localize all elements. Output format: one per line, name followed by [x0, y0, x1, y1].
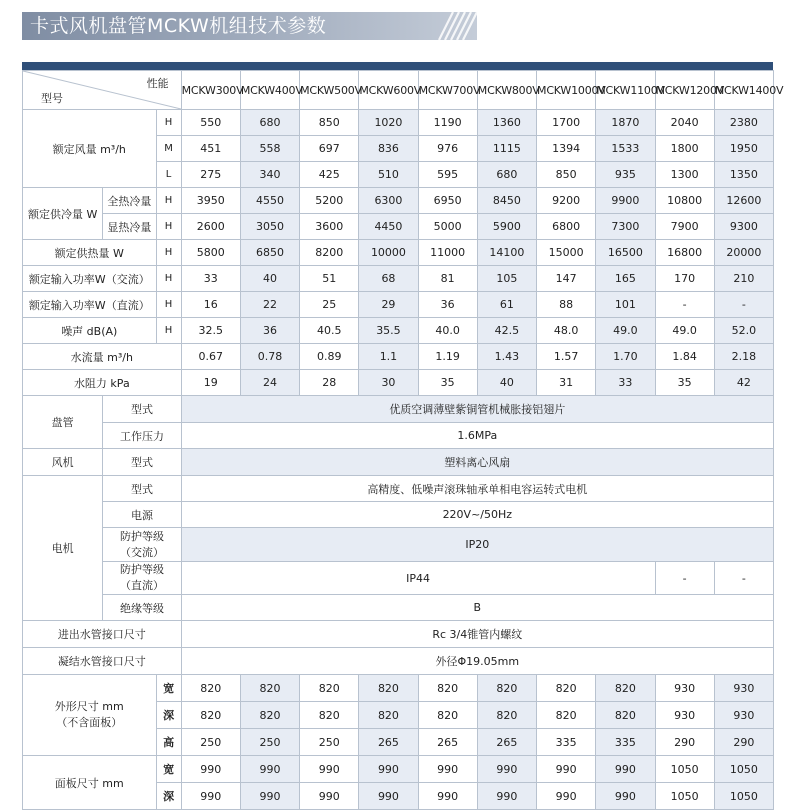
value-cell: 101 — [596, 292, 655, 318]
value-cell: 81 — [418, 266, 477, 292]
value-cell: 2.18 — [714, 344, 773, 370]
value-cell: 1950 — [714, 136, 773, 162]
value-cell: 1115 — [477, 136, 536, 162]
sub-label — [103, 562, 181, 595]
value-cell: 820 — [181, 702, 240, 729]
gear-cell: H — [156, 188, 181, 214]
value-cell: 820 — [596, 702, 655, 729]
row-label: 额定风量 m³/h — [23, 110, 157, 188]
value-cell: 451 — [181, 136, 240, 162]
value-cell: 1.70 — [596, 344, 655, 370]
drain-row — [23, 648, 774, 675]
value-cell: 595 — [418, 162, 477, 188]
page-title: 卡式风机盘管MCKW机组技术参数 — [30, 15, 327, 37]
value-cell: 2600 — [181, 214, 240, 240]
value-cell: 820 — [359, 702, 418, 729]
stripe-decoration — [431, 12, 477, 40]
value-cell: 15000 — [537, 240, 596, 266]
value-cell: 6950 — [418, 188, 477, 214]
value-cell: 36 — [240, 318, 299, 344]
value-cell: 14100 — [477, 240, 536, 266]
value-cell: 0.78 — [240, 344, 299, 370]
value-cell: 1190 — [418, 110, 477, 136]
value-cell: 9900 — [596, 188, 655, 214]
value-cell: 4450 — [359, 214, 418, 240]
value-cell: 7900 — [655, 214, 714, 240]
inlet-row — [23, 621, 774, 648]
value-cell: 990 — [537, 783, 596, 810]
motor-row — [23, 562, 774, 595]
value-cell: 88 — [537, 292, 596, 318]
value-cell: 40 — [477, 370, 536, 396]
model-header: MCKW700V — [418, 71, 477, 110]
sub-label: 工作压力 — [103, 423, 181, 449]
value-cell: 558 — [240, 136, 299, 162]
noise-row — [23, 318, 774, 344]
span-value: 优质空调薄壁紫铜管机械胀接铝翅片 — [181, 396, 773, 423]
sub-label: 电源 — [103, 502, 181, 528]
model-header: MCKW1400V — [714, 71, 773, 110]
sub-label: 深 — [156, 702, 181, 729]
sub-label: 型式 — [103, 476, 181, 502]
water_flow-row — [23, 344, 774, 370]
span-value: 塑料离心风扇 — [181, 449, 773, 476]
value-cell: 820 — [240, 675, 299, 702]
value-cell: 1.19 — [418, 344, 477, 370]
value-cell: 290 — [655, 729, 714, 756]
value-cell: 930 — [655, 675, 714, 702]
value-cell: 836 — [359, 136, 418, 162]
value-cell: 25 — [300, 292, 359, 318]
value-cell: 930 — [714, 675, 773, 702]
gear-cell: H — [156, 240, 181, 266]
value-cell: 30 — [359, 370, 418, 396]
row-label: 水阻力 kPa — [23, 370, 182, 396]
value-cell: 990 — [537, 756, 596, 783]
value-cell: 680 — [240, 110, 299, 136]
gear-cell: H — [156, 110, 181, 136]
row-label: 水流量 m³/h — [23, 344, 182, 370]
sub-label: 全热冷量 — [103, 188, 156, 214]
value-cell: 275 — [181, 162, 240, 188]
span-value: 1.6MPa — [181, 423, 773, 449]
value-cell: 1.84 — [655, 344, 714, 370]
value-cell: 68 — [359, 266, 418, 292]
value-cell: 8450 — [477, 188, 536, 214]
value-cell: 1.1 — [359, 344, 418, 370]
value-cell: 8200 — [300, 240, 359, 266]
value-cell: 820 — [477, 675, 536, 702]
value-cell: - — [714, 562, 773, 595]
sub-label: 深 — [156, 783, 181, 810]
ip-dc-label-line1: 防护等级 — [119, 563, 164, 576]
value-cell: 31 — [537, 370, 596, 396]
value-cell: 820 — [181, 675, 240, 702]
span-value: IP20 — [181, 528, 773, 562]
heating-row — [23, 240, 774, 266]
value-cell: 990 — [477, 756, 536, 783]
value-cell: 850 — [537, 162, 596, 188]
value-cell: 1020 — [359, 110, 418, 136]
value-cell: 52.0 — [714, 318, 773, 344]
row-label: 额定供冷量 W — [23, 188, 103, 240]
value-cell: 250 — [181, 729, 240, 756]
row-label: 凝结水管接口尺寸 — [23, 648, 182, 675]
row-label: 噪声 dB(A) — [23, 318, 157, 344]
value-cell: 6300 — [359, 188, 418, 214]
value-cell: 697 — [300, 136, 359, 162]
value-cell: 4550 — [240, 188, 299, 214]
row-label: 额定输入功率W（直流） — [23, 292, 157, 318]
value-cell: 990 — [596, 756, 655, 783]
value-cell: 1700 — [537, 110, 596, 136]
value-cell: 2380 — [714, 110, 773, 136]
value-cell: 820 — [300, 702, 359, 729]
model-header: MCKW500V — [300, 71, 359, 110]
value-cell: 48.0 — [537, 318, 596, 344]
motor-row — [23, 502, 774, 528]
value-cell: 61 — [477, 292, 536, 318]
value-cell: 28 — [300, 370, 359, 396]
value-cell: 820 — [359, 675, 418, 702]
value-cell: 2040 — [655, 110, 714, 136]
value-cell: 5000 — [418, 214, 477, 240]
value-cell: 820 — [537, 675, 596, 702]
value-cell: 35 — [418, 370, 477, 396]
value-cell: 147 — [537, 266, 596, 292]
value-cell: 1300 — [655, 162, 714, 188]
sub-label: 宽 — [156, 756, 181, 783]
perf-label: 性能 — [146, 77, 169, 90]
value-cell: 930 — [714, 702, 773, 729]
group-label: 盘管 — [23, 396, 103, 449]
sub-label: 宽 — [156, 675, 181, 702]
value-cell: - — [714, 292, 773, 318]
value-cell: 12600 — [714, 188, 773, 214]
value-cell: 49.0 — [655, 318, 714, 344]
value-cell: 265 — [359, 729, 418, 756]
value-cell: 105 — [477, 266, 536, 292]
value-cell: 1050 — [714, 756, 773, 783]
value-cell: 3950 — [181, 188, 240, 214]
model-header: MCKW400V — [240, 71, 299, 110]
value-cell: 990 — [359, 783, 418, 810]
value-cell: 5200 — [300, 188, 359, 214]
sub-label: 显热冷量 — [103, 214, 156, 240]
value-cell: 42 — [714, 370, 773, 396]
value-cell: 335 — [596, 729, 655, 756]
value-cell: 1050 — [714, 783, 773, 810]
value-cell: 990 — [359, 756, 418, 783]
value-cell: 35 — [655, 370, 714, 396]
spec-table — [22, 70, 784, 810]
value-cell: 976 — [418, 136, 477, 162]
value-cell: 33 — [181, 266, 240, 292]
gear-cell: H — [156, 318, 181, 344]
value-cell: 990 — [300, 756, 359, 783]
value-cell: 335 — [537, 729, 596, 756]
dims-label-line2: （不含面板） — [56, 716, 123, 729]
value-cell: 680 — [477, 162, 536, 188]
value-cell: 0.89 — [300, 344, 359, 370]
value-cell: 1394 — [537, 136, 596, 162]
model-header: MCKW300V — [181, 71, 240, 110]
value-cell: 820 — [240, 702, 299, 729]
power_dc-row — [23, 292, 774, 318]
row-label: 额定输入功率W（交流） — [23, 266, 157, 292]
value-cell: 935 — [596, 162, 655, 188]
value-cell: 40.5 — [300, 318, 359, 344]
sub-label: 高 — [156, 729, 181, 756]
value-cell: 5800 — [181, 240, 240, 266]
value-cell: - — [655, 292, 714, 318]
value-cell: 32.5 — [181, 318, 240, 344]
row-label: 面板尺寸 mm — [23, 756, 157, 810]
value-cell: 0.67 — [181, 344, 240, 370]
value-cell: 51 — [300, 266, 359, 292]
value-cell: 9300 — [714, 214, 773, 240]
value-cell: 40.0 — [418, 318, 477, 344]
ip-dc-label-line2: （直流） — [119, 579, 164, 592]
value-cell: 3600 — [300, 214, 359, 240]
value-cell: 49.0 — [596, 318, 655, 344]
motor-row — [23, 528, 774, 562]
row-label: 额定供热量 W — [23, 240, 157, 266]
span-value: 高精度、低噪声滚珠轴承单相电容运转式电机 — [181, 476, 773, 502]
value-cell: 36 — [418, 292, 477, 318]
value-cell: 930 — [655, 702, 714, 729]
dims-label-line1: 外形尺寸 mm — [54, 700, 124, 713]
model-header: MCKW1100V — [596, 71, 655, 110]
power_ac-row — [23, 266, 774, 292]
value-cell: 550 — [181, 110, 240, 136]
value-cell: 990 — [181, 783, 240, 810]
motor-row — [23, 476, 774, 502]
motor-row — [23, 595, 774, 621]
value-cell: 1050 — [655, 783, 714, 810]
sub-label: 型式 — [103, 449, 181, 476]
cooling-row — [23, 214, 774, 240]
value-cell: 6800 — [537, 214, 596, 240]
group-label: 电机 — [23, 476, 103, 621]
panel-row — [23, 756, 774, 783]
value-cell: 250 — [300, 729, 359, 756]
value-cell: 24 — [240, 370, 299, 396]
sub-label: 绝缘等级 — [103, 595, 181, 621]
table-top-bar — [22, 62, 773, 70]
value-cell: 10000 — [359, 240, 418, 266]
gear-cell: M — [156, 136, 181, 162]
value-cell: - — [655, 562, 714, 595]
value-cell: 1350 — [714, 162, 773, 188]
value-cell: 990 — [300, 783, 359, 810]
value-cell: 3050 — [240, 214, 299, 240]
value-cell: 33 — [596, 370, 655, 396]
value-cell: 16500 — [596, 240, 655, 266]
value-cell: 19 — [181, 370, 240, 396]
value-cell: 16 — [181, 292, 240, 318]
row-label — [23, 675, 157, 756]
value-cell: 5900 — [477, 214, 536, 240]
value-cell: 820 — [300, 675, 359, 702]
value-cell: 165 — [596, 266, 655, 292]
span-value: 外径Φ19.05mm — [181, 648, 773, 675]
value-cell: 290 — [714, 729, 773, 756]
value-cell: 16800 — [655, 240, 714, 266]
value-cell: 10800 — [655, 188, 714, 214]
value-cell: 990 — [240, 783, 299, 810]
value-cell: 990 — [418, 783, 477, 810]
value-cell: 1870 — [596, 110, 655, 136]
value-cell: 990 — [240, 756, 299, 783]
value-cell: 40 — [240, 266, 299, 292]
value-cell: 170 — [655, 266, 714, 292]
sub-label: 型式 — [103, 396, 181, 423]
value-cell: 510 — [359, 162, 418, 188]
airflow-row — [23, 110, 774, 136]
gear-cell: L — [156, 162, 181, 188]
header-corner — [23, 71, 182, 110]
value-cell: 820 — [537, 702, 596, 729]
sub-label — [103, 528, 181, 562]
value-cell: 6850 — [240, 240, 299, 266]
value-cell: 265 — [477, 729, 536, 756]
value-cell: 250 — [240, 729, 299, 756]
row-label: 进出水管接口尺寸 — [23, 621, 182, 648]
value-cell: 820 — [418, 675, 477, 702]
model-header: MCKW1200V — [655, 71, 714, 110]
title-banner — [22, 12, 477, 40]
value-cell: 990 — [418, 756, 477, 783]
value-cell: 29 — [359, 292, 418, 318]
model-header: MCKW1000V — [537, 71, 596, 110]
span-value: Rc 3/4锥管内螺纹 — [181, 621, 773, 648]
value-cell: 1.43 — [477, 344, 536, 370]
value-cell: 425 — [300, 162, 359, 188]
group-label: 风机 — [23, 449, 103, 476]
model-header: MCKW600V — [359, 71, 418, 110]
value-cell: 22 — [240, 292, 299, 318]
value-cell: 820 — [477, 702, 536, 729]
value-cell: 42.5 — [477, 318, 536, 344]
gear-cell: H — [156, 266, 181, 292]
model-header: MCKW800V — [477, 71, 536, 110]
value-cell: 210 — [714, 266, 773, 292]
value-cell: 1533 — [596, 136, 655, 162]
coil-row — [23, 423, 774, 449]
value-cell: 7300 — [596, 214, 655, 240]
value-cell: 20000 — [714, 240, 773, 266]
value-cell: 820 — [596, 675, 655, 702]
model-label: 型号 — [41, 92, 63, 105]
value-cell: 1800 — [655, 136, 714, 162]
value-cell: 850 — [300, 110, 359, 136]
value-cell: 990 — [181, 756, 240, 783]
value-cell: 1.57 — [537, 344, 596, 370]
coil-row — [23, 396, 774, 423]
header-row — [23, 71, 774, 110]
value-cell: 820 — [418, 702, 477, 729]
ip-ac-label-line2: （交流） — [119, 545, 164, 559]
value-cell: 9200 — [537, 188, 596, 214]
span-value: B — [181, 595, 773, 621]
water_res-row — [23, 370, 774, 396]
value-cell: 11000 — [418, 240, 477, 266]
cooling-row — [23, 188, 774, 214]
span-value: IP44 — [181, 562, 655, 595]
dims-row — [23, 675, 774, 702]
value-cell: 1360 — [477, 110, 536, 136]
value-cell: 340 — [240, 162, 299, 188]
fan-row — [23, 449, 774, 476]
gear-cell: H — [156, 214, 181, 240]
value-cell: 990 — [596, 783, 655, 810]
value-cell: 265 — [418, 729, 477, 756]
value-cell: 1050 — [655, 756, 714, 783]
span-value: 220V~/50Hz — [181, 502, 773, 528]
value-cell: 35.5 — [359, 318, 418, 344]
value-cell: 990 — [477, 783, 536, 810]
ip-ac-label-line1: 防护等级 — [119, 529, 164, 543]
gear-cell: H — [156, 292, 181, 318]
